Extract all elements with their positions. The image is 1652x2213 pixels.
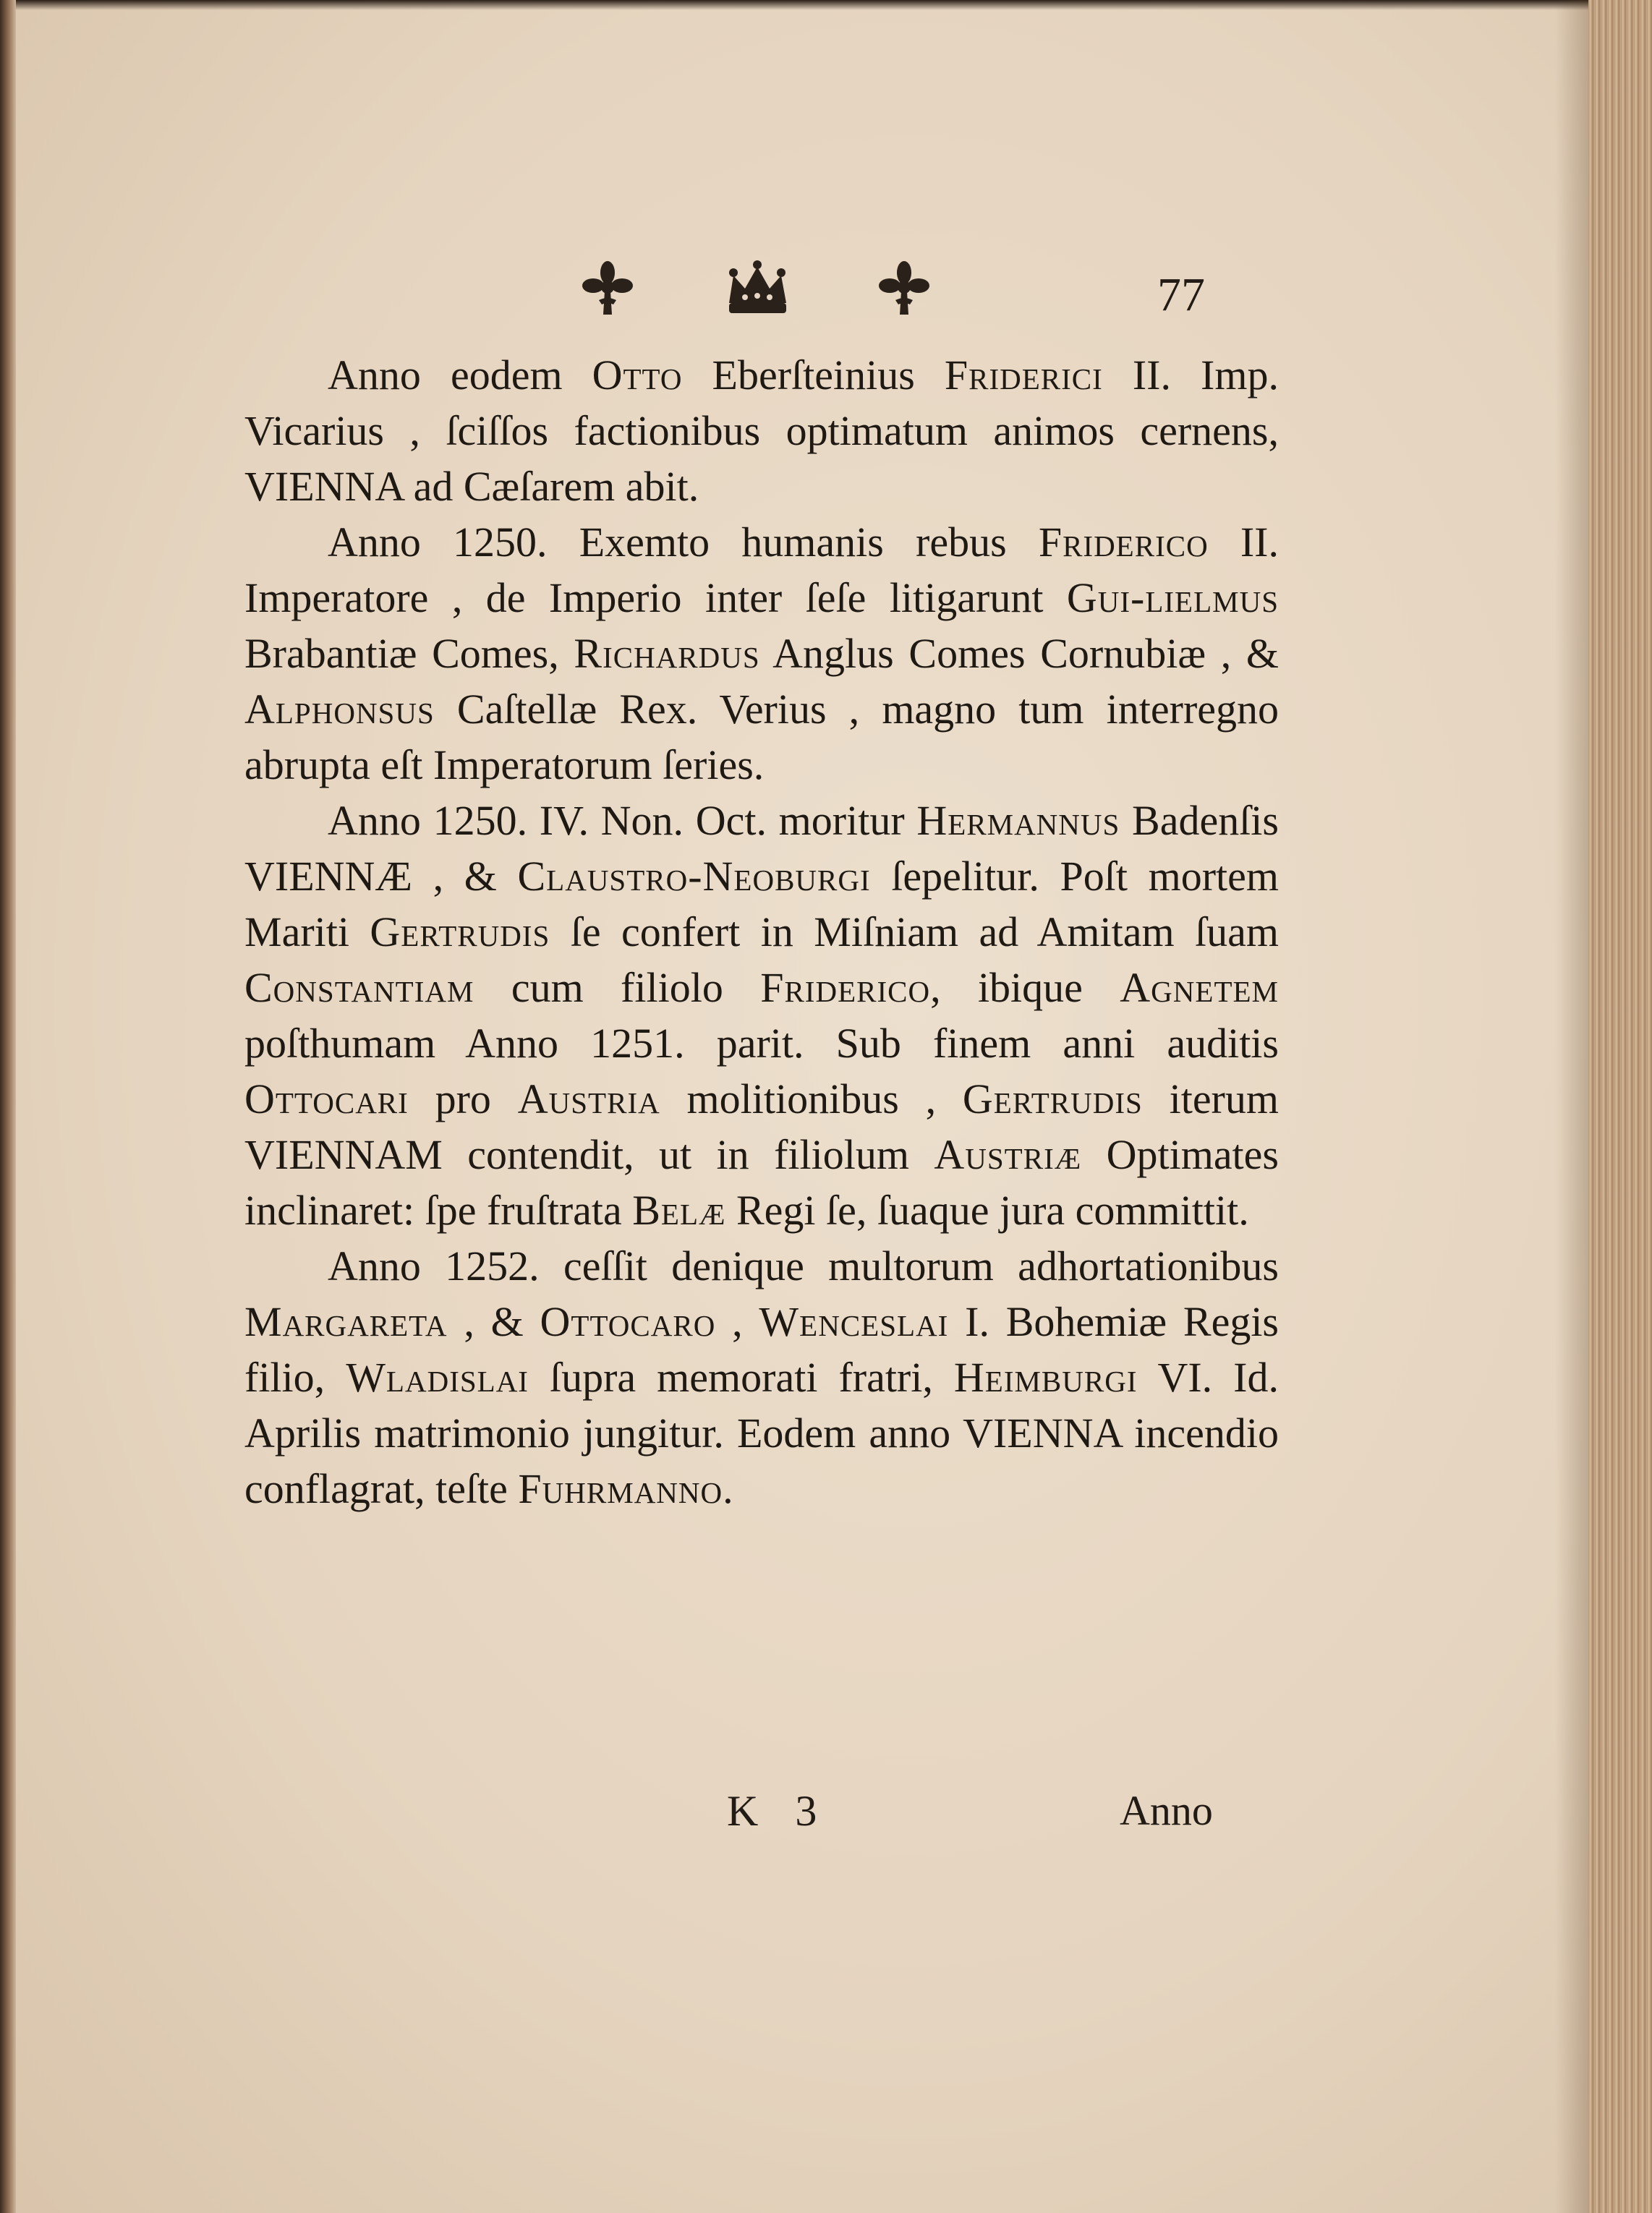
- text-run: Anglus Comes Cornubiæ , &: [759, 630, 1279, 677]
- text-run: Anno eodem: [328, 351, 592, 398]
- page-stack-edge: [1588, 0, 1652, 2213]
- text-run: ,: [715, 1298, 759, 1345]
- page-left-edge: [0, 0, 16, 2213]
- page-number: 77: [1157, 268, 1205, 321]
- small-caps-name: Friderici: [944, 351, 1103, 398]
- small-caps-name: Austriæ: [934, 1131, 1082, 1178]
- page-gutter-shadow: [1555, 0, 1588, 2213]
- text-run: Anno 1250. IV. Non. Oct. moritur: [328, 797, 917, 844]
- text-run: iterum VIENNAM contendit, ut in filiolum: [244, 1075, 1279, 1178]
- small-caps-name: Agnetem: [1120, 964, 1279, 1011]
- text-run: molitionibus ,: [660, 1075, 963, 1122]
- text-run: ſe confert in Miſniam ad Amitam ſuam: [550, 908, 1279, 955]
- small-caps-name: Belæ: [632, 1187, 726, 1234]
- text-run: II. Imperatore , de Imperio inter ſeſe litigarunt: [244, 519, 1279, 621]
- small-caps-name: Fuhrmanno: [518, 1465, 723, 1512]
- text-run: ſepelitur. Poſt mortem Mariti: [244, 853, 1279, 955]
- text-run: Regi ſe, ſuaque jura committit.: [725, 1187, 1249, 1234]
- small-caps-name: Heimburgi: [953, 1354, 1138, 1401]
- fleuron-icon: [875, 257, 933, 322]
- paragraph-2: [244, 514, 1279, 793]
- small-caps-name: Gertrudis: [370, 908, 550, 955]
- body-text: [244, 347, 1279, 1517]
- small-caps-name: Constantiam: [244, 964, 474, 1011]
- small-caps-name: Richardus: [574, 630, 760, 677]
- text-run: Badenſis VIENNÆ , &: [244, 797, 1279, 900]
- text-run: , &: [447, 1298, 540, 1345]
- small-caps-name: Austria: [517, 1075, 660, 1122]
- catchword: Anno: [1120, 1787, 1213, 1834]
- small-caps-name: Wenceslai: [759, 1298, 949, 1345]
- paragraph-4: [244, 1238, 1279, 1517]
- text-run: ſupra memorati fratri,: [528, 1354, 954, 1401]
- small-caps-name: Friderico: [760, 964, 931, 1011]
- text-run: , ibique: [930, 964, 1120, 1011]
- small-caps-name: Gui-lielmus: [1066, 574, 1279, 621]
- paragraph-3: [244, 793, 1279, 1238]
- crown-icon: [723, 260, 792, 317]
- text-run: .: [723, 1465, 733, 1512]
- small-caps-name: Friderico: [1038, 519, 1209, 566]
- paragraph-1: [244, 347, 1279, 514]
- page-top-edge: [0, 0, 1652, 10]
- signature-mark: K 3: [727, 1787, 830, 1835]
- small-caps-name: Claustro-Neoburgi: [517, 853, 871, 900]
- text-run: Anno 1252. ceſſit denique multorum adhortationibus: [328, 1242, 1279, 1289]
- fleuron-icon: [579, 257, 636, 322]
- small-caps-name: Otto: [592, 351, 683, 398]
- small-caps-name: Wladislai: [346, 1354, 529, 1401]
- small-caps-name: Ottocaro: [540, 1298, 716, 1345]
- text-run: cum filiolo: [474, 964, 761, 1011]
- small-caps-name: Ottocari: [244, 1075, 409, 1122]
- text-run: Caſtellæ Rex. Verius , magno tum interregno abrupta eſt Imperatorum ſeries.: [244, 686, 1279, 788]
- small-caps-name: Alphonsus: [244, 686, 435, 733]
- text-run: II. Imp. Vicarius , ſciſſos factionibus optimatum animos cernens, VIENNA ad Cæſarem abit.: [244, 351, 1279, 510]
- small-caps-name: Hermannus: [916, 797, 1120, 844]
- small-caps-name: Gertrudis: [962, 1075, 1143, 1122]
- text-run: Anno 1250. Exemto humanis rebus: [328, 519, 1039, 566]
- small-caps-name: Margareta: [244, 1298, 448, 1345]
- header-ornaments: [579, 257, 940, 336]
- text-run: poſthumam Anno 1251. parit. Sub finem anni auditis: [244, 1020, 1279, 1067]
- text-run: Eberſteinius: [682, 351, 945, 398]
- text-run: pro: [408, 1075, 518, 1122]
- text-run: Optimates inclinaret: ſpe fruſtrata: [244, 1131, 1279, 1234]
- text-run: I. Bohemiæ Regis filio,: [244, 1298, 1280, 1401]
- text-run: Brabantiæ Comes,: [244, 630, 574, 677]
- text-run: VI. Id. Aprilis matrimonio jungitur. Eodem anno VIENNA incendio conflagrat, teſte: [244, 1354, 1279, 1512]
